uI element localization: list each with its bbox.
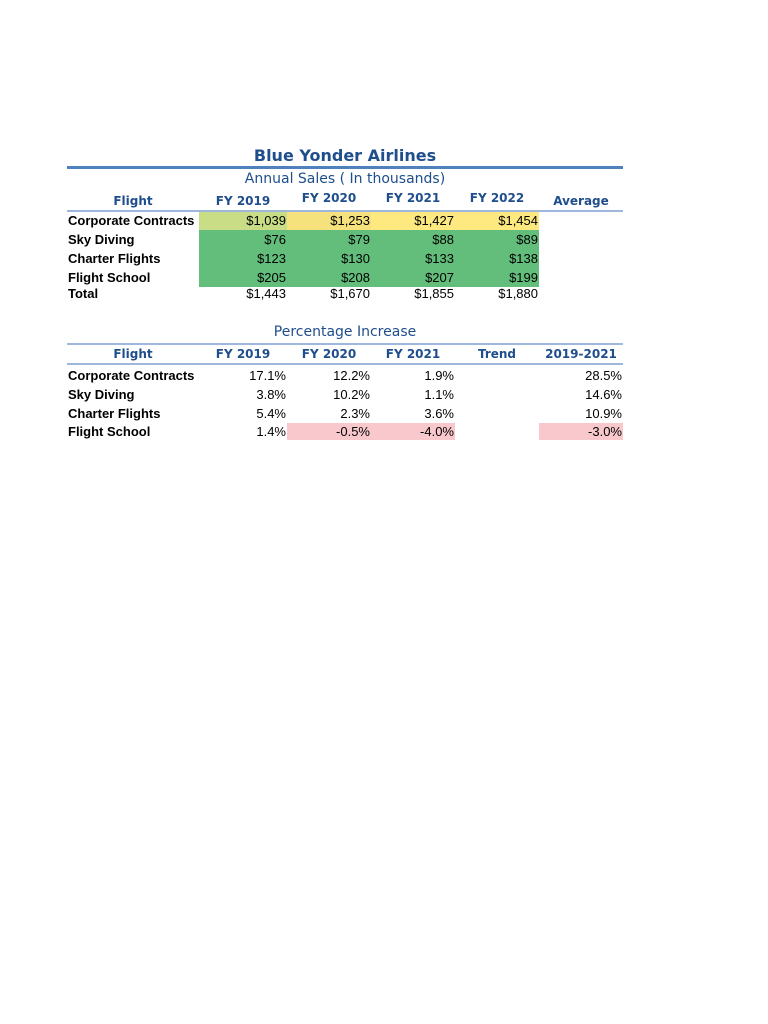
header-fy2021[interactable]: FY 2021: [385, 191, 441, 205]
cell[interactable]: $207: [371, 268, 455, 287]
trend-cell[interactable]: [455, 385, 539, 404]
sales-subtitle: Annual Sales ( In thousands): [244, 171, 446, 187]
total-average-cell[interactable]: [539, 287, 623, 303]
header-2019-2021[interactable]: 2019-2021: [545, 347, 617, 361]
cell[interactable]: 2.3%: [340, 406, 370, 421]
table-row: [67, 423, 623, 440]
negative-range-cell[interactable]: -3.0%: [539, 423, 623, 440]
cell[interactable]: $88: [371, 230, 455, 249]
negative-cell[interactable]: -0.5%: [287, 423, 371, 440]
trend-cell[interactable]: [455, 366, 539, 385]
header-fy2021[interactable]: FY 2021: [385, 347, 441, 361]
cell[interactable]: $1,039: [199, 211, 287, 230]
total-row: [67, 287, 623, 303]
header-fy2020[interactable]: FY 2020: [301, 191, 357, 205]
table-row: [67, 211, 623, 230]
header-flight[interactable]: Flight: [113, 194, 153, 208]
header-fy2019[interactable]: FY 2019: [215, 194, 271, 208]
average-cell[interactable]: [539, 230, 623, 249]
cell[interactable]: $138: [455, 249, 539, 268]
row-label[interactable]: Flight School: [68, 424, 151, 439]
sheet-title: Blue Yonder Airlines: [253, 146, 437, 165]
cell[interactable]: 1.4%: [256, 424, 286, 439]
average-cell[interactable]: [539, 211, 623, 230]
range-cell[interactable]: 28.5%: [585, 368, 622, 383]
average-cell[interactable]: [539, 268, 623, 287]
header-fy2020[interactable]: FY 2020: [301, 347, 357, 361]
cell[interactable]: $123: [199, 249, 287, 268]
table-row: [67, 249, 623, 268]
range-cell[interactable]: 10.9%: [585, 406, 622, 421]
cell[interactable]: $1,253: [287, 211, 371, 230]
row-label[interactable]: Charter Flights: [68, 406, 161, 421]
cell[interactable]: $130: [287, 249, 371, 268]
row-label[interactable]: Corporate Contracts: [68, 368, 195, 383]
total-cell[interactable]: $1,443: [246, 287, 286, 301]
header-average[interactable]: Average: [553, 194, 609, 208]
sales-header-rule: [67, 210, 623, 212]
table-row: [67, 366, 623, 385]
cell[interactable]: $1,454: [455, 211, 539, 230]
cell[interactable]: $1,427: [371, 211, 455, 230]
row-label[interactable]: Charter Flights: [68, 251, 161, 266]
total-label[interactable]: Total: [68, 287, 99, 301]
table-row: [67, 404, 623, 423]
cell[interactable]: 3.6%: [424, 406, 454, 421]
table-row: [67, 385, 623, 404]
negative-cell[interactable]: -4.0%: [371, 423, 455, 440]
total-cell[interactable]: $1,670: [330, 287, 370, 301]
average-cell[interactable]: [539, 249, 623, 268]
percentage-increase-table: [67, 344, 623, 440]
cell[interactable]: 1.1%: [424, 387, 454, 402]
table-row: [67, 230, 623, 249]
header-fy2019[interactable]: FY 2019: [215, 347, 271, 361]
cell[interactable]: $205: [199, 268, 287, 287]
trend-cell[interactable]: [455, 423, 539, 440]
cell[interactable]: 17.1%: [249, 368, 286, 383]
range-cell[interactable]: 14.6%: [585, 387, 622, 402]
total-cell[interactable]: $1,855: [414, 287, 454, 301]
row-label[interactable]: Sky Diving: [68, 232, 135, 247]
cell[interactable]: 12.2%: [333, 368, 370, 383]
cell[interactable]: $133: [371, 249, 455, 268]
row-label[interactable]: Sky Diving: [68, 387, 135, 402]
percentage-subtitle: Percentage Increase: [273, 324, 417, 340]
cell[interactable]: 1.9%: [424, 368, 454, 383]
row-label[interactable]: Flight School: [68, 270, 151, 285]
cell[interactable]: $208: [287, 268, 371, 287]
annual-sales-table: [67, 191, 623, 303]
cell[interactable]: $199: [455, 268, 539, 287]
percentage-header-row: [67, 344, 623, 364]
header-fy2022[interactable]: FY 2022: [469, 191, 525, 205]
cell[interactable]: $79: [287, 230, 371, 249]
percentage-header-rule: [67, 363, 623, 365]
cell[interactable]: 3.8%: [256, 387, 286, 402]
cell[interactable]: 5.4%: [256, 406, 286, 421]
sales-header-row: [67, 191, 623, 211]
cell[interactable]: 10.2%: [333, 387, 370, 402]
header-flight[interactable]: Flight: [113, 347, 153, 361]
header-trend[interactable]: Trend: [477, 347, 517, 361]
total-cell[interactable]: $1,880: [498, 287, 538, 301]
table-row: [67, 268, 623, 287]
title-rule: [67, 166, 623, 169]
row-label[interactable]: Corporate Contracts: [68, 213, 195, 228]
cell[interactable]: $89: [455, 230, 539, 249]
trend-cell[interactable]: [455, 404, 539, 423]
cell[interactable]: $76: [199, 230, 287, 249]
